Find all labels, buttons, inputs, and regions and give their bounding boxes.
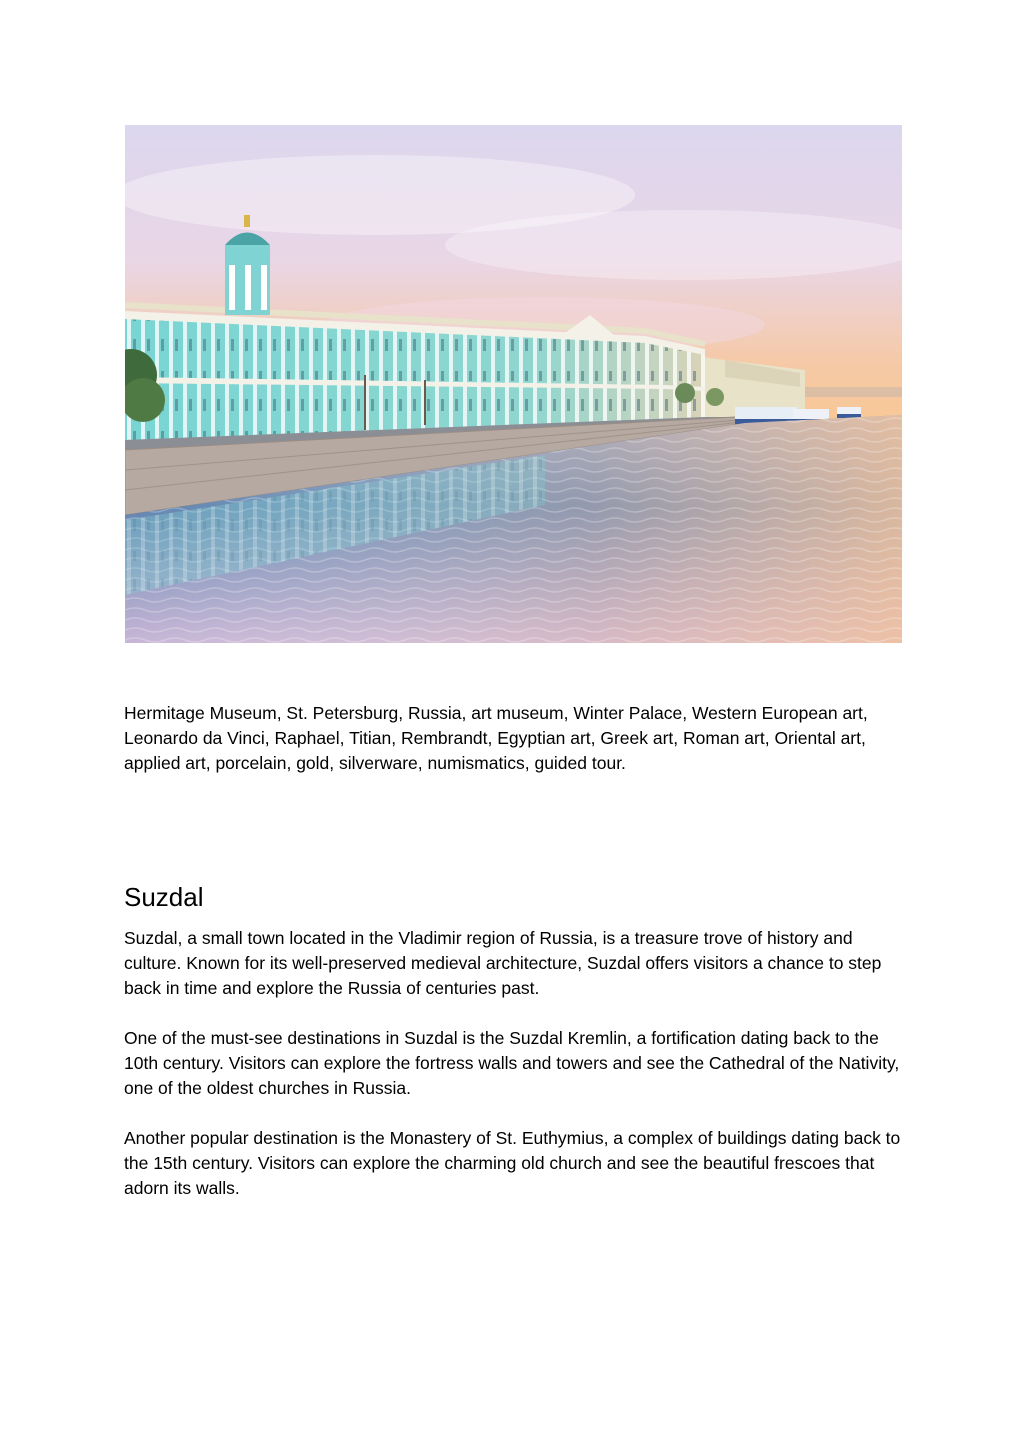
paragraph-monastery: Another popular destination is the Monastery of St. Euthymius, a complex of buildings dating back to the 15th century. Visitors can explore the charming old church and see the beautiful frescoes that adorn its walls.: [124, 1128, 901, 1198]
paragraph-intro: Suzdal, a small town located in the Vladimir region of Russia, is a treasure trove of history and culture. Known for its well-preserved medieval architecture, Suzdal offers visitors a chance to step back in time and explore the Russia of centuries past.: [124, 928, 882, 998]
hermitage-winter-palace-photo-icon: [125, 125, 902, 643]
paragraph-kremlin: One of the must-see destinations in Suzdal is the Suzdal Kremlin, a fortification dating back to the 10th century. Visitors can explore the fortress walls and towers and see the Cathedral of the Nativity, one of the oldest churches in Russia.: [124, 1028, 900, 1098]
hermitage-photo: [125, 125, 902, 643]
section-title: Suzdal: [124, 882, 204, 912]
photo-caption: Hermitage Museum, St. Petersburg, Russia, art museum, Winter Palace, Western European art, Leonardo da Vinci, Raphael, Titian, Rembrandt, Egyptian art, Greek art, Roman art, Oriental art, applied art, porcelain, gold, silverware, numismatics, guided tour.: [124, 703, 868, 773]
